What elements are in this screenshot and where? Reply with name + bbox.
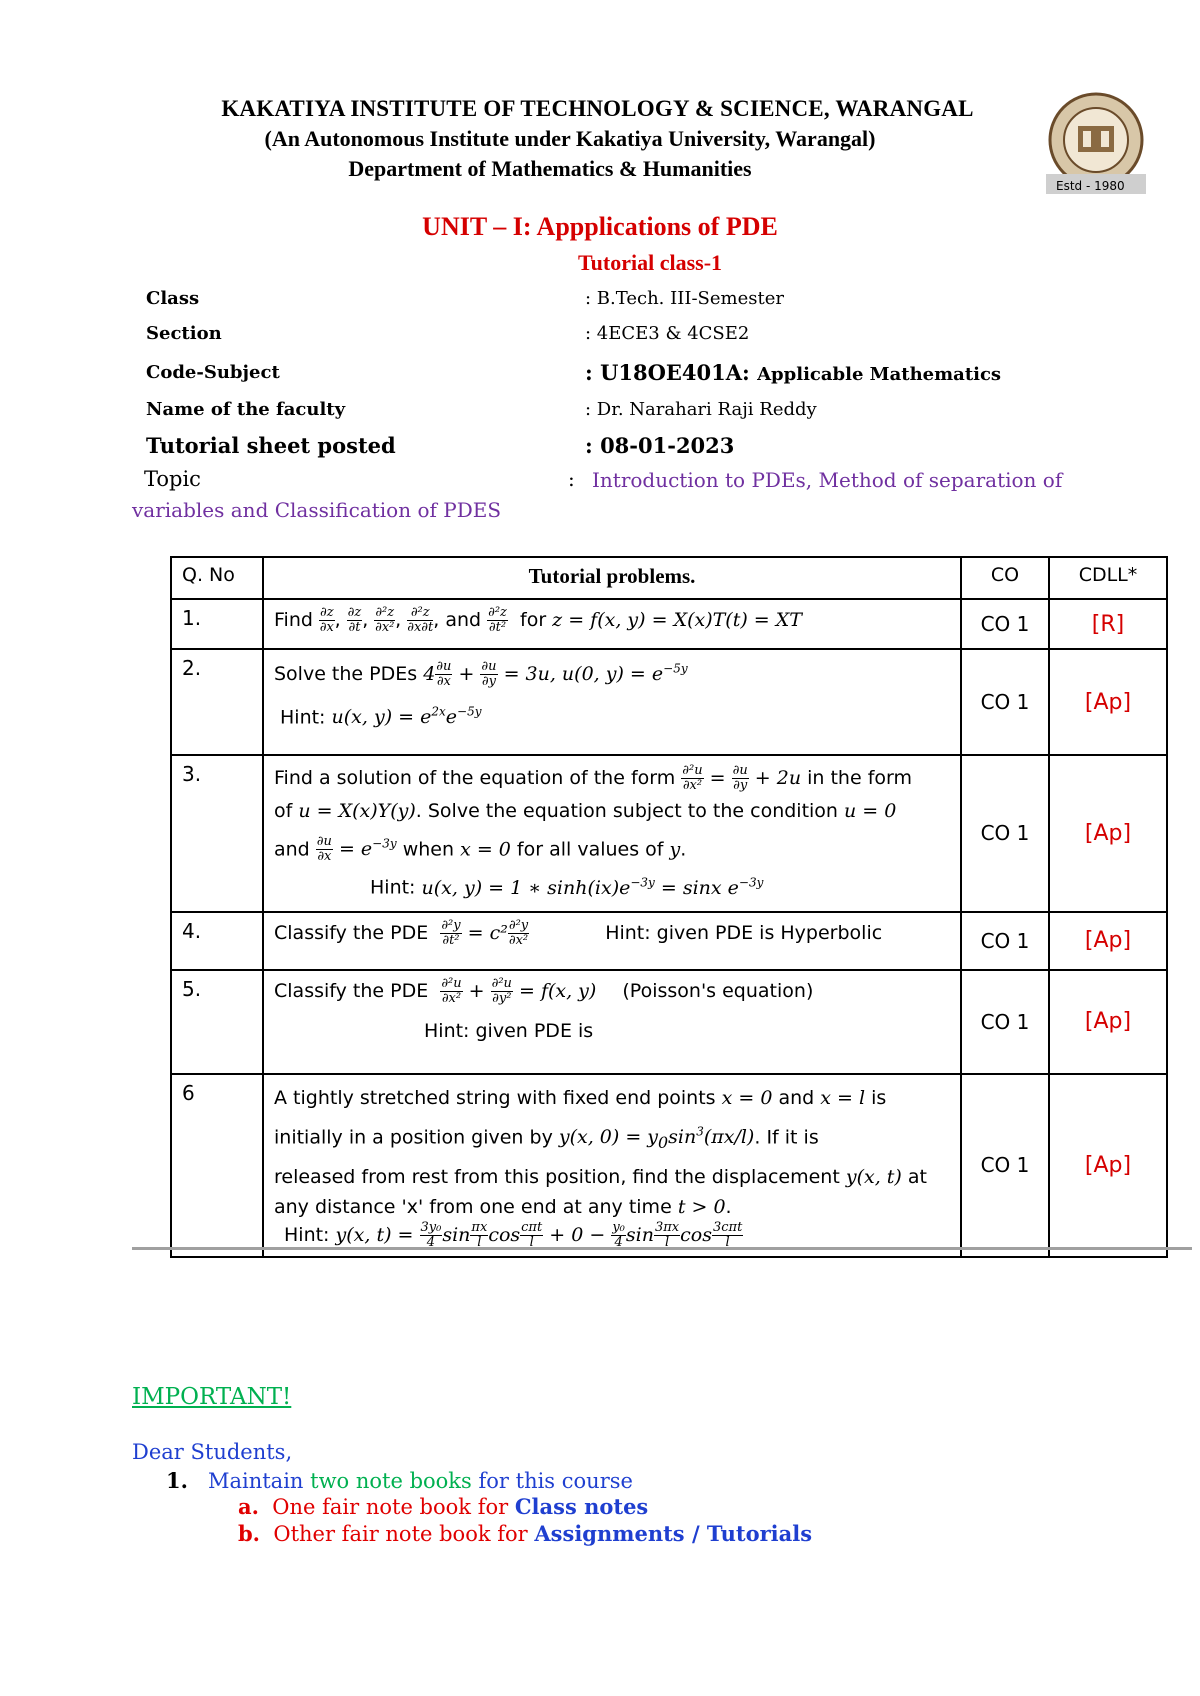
row-co: CO 1	[961, 599, 1049, 649]
important-heading: IMPORTANT!	[132, 1384, 292, 1410]
section-value: : 4ECE3 & 4CSE2	[585, 323, 750, 344]
row-qno: 1.	[171, 599, 263, 649]
table-row	[171, 649, 1167, 755]
class-value: : B.Tech. III-Semester	[585, 288, 784, 309]
tutorial-problems-table	[170, 556, 1168, 1258]
row-co: CO 1	[961, 755, 1049, 912]
hint-text: Hint: given PDE is	[424, 1019, 594, 1042]
row-qno: 4.	[171, 912, 263, 970]
row-qno: 2.	[171, 649, 263, 755]
row-qno: 6	[171, 1074, 263, 1257]
problem-text: Classify the PDE	[274, 979, 429, 1002]
department-name: Department of Mathematics & Humanities	[348, 156, 752, 181]
note-item-1	[166, 1468, 633, 1493]
class-label: Class	[146, 288, 200, 309]
problem-text: Classify the PDE	[274, 921, 429, 944]
code-label: Code-Subject	[146, 362, 280, 383]
problem-text: for all values of	[516, 838, 664, 861]
table-row	[171, 1074, 1167, 1257]
note-letter: b.	[238, 1521, 260, 1546]
problem-text: released from rest from this position, find the displacement	[274, 1165, 840, 1188]
header-cdll: CDLL*	[1049, 557, 1167, 599]
row-problem: Classify the PDE $\frac{\text{∂²y}}{\text{∂t²}}$ = c² $\frac{\text{∂²y}}{\text{∂x²}}$ Hint: given PDE is Hyperbolic	[263, 912, 961, 970]
problem-text: Solve the PDEs	[274, 663, 418, 685]
table-row	[171, 755, 1167, 912]
note-text: Maintain	[207, 1469, 304, 1493]
code-value	[585, 360, 1001, 385]
section-label: Section	[146, 323, 222, 344]
row-co: CO 1	[961, 1074, 1049, 1257]
hint-text: Hint:	[284, 1223, 330, 1246]
note-item-a	[238, 1494, 648, 1519]
note-item-b	[238, 1521, 812, 1546]
row-qno: 3.	[171, 755, 263, 912]
hint-text: Hint: given PDE is Hyperbolic	[605, 921, 883, 944]
posted-value: : 08-01-2023	[585, 433, 735, 458]
note-text: Other fair note book for	[273, 1522, 528, 1546]
problem-text: Find	[274, 609, 313, 631]
table-row	[171, 970, 1167, 1074]
problem-text: of	[274, 800, 293, 822]
row-co: CO 1	[961, 649, 1049, 755]
note-text: for this course	[478, 1469, 633, 1493]
row-cdll: [R]	[1049, 599, 1167, 649]
header-co: CO	[961, 557, 1049, 599]
note-number: 1.	[166, 1468, 188, 1493]
header-qno: Q. No	[171, 557, 263, 599]
note-bold-text: Class notes	[514, 1494, 649, 1519]
problem-text: Find a solution of the equation of the form	[274, 767, 676, 789]
problem-text: when	[402, 838, 455, 861]
code-prefix: : U18OE401A:	[585, 360, 758, 385]
row-co: CO 1	[961, 970, 1049, 1074]
row-qno: 5.	[171, 970, 263, 1074]
tutorial-title: Tutorial class-1	[577, 250, 723, 275]
problem-text: (Poisson's equation)	[622, 979, 814, 1002]
note-text: two note books	[310, 1469, 472, 1493]
problem-text: and	[778, 1086, 815, 1109]
row-cdll: [Ap]	[1049, 755, 1167, 912]
faculty-label: Name of the faculty	[146, 399, 346, 420]
problem-text: A tightly stretched string with fixed end points	[274, 1086, 716, 1109]
row-cdll: [Ap]	[1049, 970, 1167, 1074]
dear-students: Dear Students,	[132, 1440, 293, 1464]
posted-label: Tutorial sheet posted	[146, 433, 396, 458]
code-subject: Applicable Mathematics	[757, 364, 1002, 385]
problem-text: and	[274, 838, 310, 861]
problem-text: in the form	[807, 767, 912, 789]
problem-text: and	[445, 609, 482, 631]
row-cdll: [Ap]	[1049, 1074, 1167, 1257]
note-text: One fair note book for	[272, 1495, 509, 1519]
problem-text: . Solve the equation subject to the condition	[415, 800, 838, 822]
problem-text: any distance 'x' from one end at any time	[274, 1195, 672, 1218]
row-problem: Solve the PDEs 4 $\frac{\partial u}{\partial x}$ + $\frac{\partial u}{\partial y}$ = 3u, u(0, $y) = e^{-5y}$ Hint: u(x, $y) = e^{2x}e^{-5y}$	[263, 649, 961, 755]
hint-text: Hint:	[370, 876, 416, 899]
unit-title: UNIT – I: Appplications of PDE	[422, 212, 778, 241]
row-cdll: [Ap]	[1049, 649, 1167, 755]
problem-text: for	[520, 609, 547, 631]
row-problem: A tightly stretched string with fixed end points x = 0 and x = l is initially in a position given by y(x, $0) = y_0\sin^3(\pi x/l)$. If it is released from rest from this position, find the displacement y(x, t) at any distance 'x' from one end at any time t > 0. Hint: y(x, t) = $\frac{\text{3y₀}}{4}$ sin $\frac{\pi x}{l}$ cos $\frac{\text{cπt}}{l}$ + 0 − $\frac{\text{y₀}}{4}$ sin $\frac{3\pi x}{l}$ cos $\frac{\text{3cπt}}{l}$	[263, 1074, 961, 1257]
problem-text: at	[907, 1165, 927, 1188]
institute-subtitle: (An Autonomous Institute under Kakatiya University, Warangal)	[264, 126, 876, 151]
institute-name: KAKATIYA INSTITUTE OF TECHNOLOGY & SCIENCE, WARANGAL	[221, 96, 974, 121]
topic-value-line2: variables and Classification of PDES	[132, 498, 502, 522]
table-row	[171, 912, 1167, 970]
table-header-row	[171, 557, 1167, 599]
topic-label: Topic	[144, 467, 201, 491]
faculty-value: : Dr. Narahari Raji Reddy	[585, 399, 817, 420]
row-cdll: [Ap]	[1049, 912, 1167, 970]
note-bold-text: Assignments / Tutorials	[534, 1521, 813, 1546]
topic-colon: :	[568, 467, 575, 491]
table-row	[171, 599, 1167, 649]
hint-text: Hint:	[280, 706, 326, 729]
header-problems: Tutorial problems.	[263, 557, 961, 599]
topic-value-line1: Introduction to PDEs, Method of separation of	[592, 468, 1063, 492]
problem-text: . If it is	[754, 1125, 819, 1148]
problem-text: initially in a position given by	[274, 1125, 553, 1148]
horizontal-divider	[132, 1247, 1192, 1250]
row-problem: Find a solution of the equation of the form $\frac{\text{∂²u}}{\text{∂x²}}$ = $\frac{\partial u}{\partial y}$ + 2u in the form of u = X(x)Y(y). Solve the equation subject to the condition u = 0 and $\frac{\partial u}{\partial x}$ = $e^{-3y}$ when x = 0 for all values of y. Hint: u(x, y) = 1 ∗ $\sinh(ix)e^{-3y} = \sin x$ $e^{-3y}$	[263, 755, 961, 912]
row-problem: Classify the PDE $\frac{\text{∂²u}}{\text{∂x²}}$ + $\frac{\text{∂²u}}{\text{∂y²}}$ = f(x, y) (Poisson's equation) Hint: given PDE is	[263, 970, 961, 1074]
row-problem: Find $\frac{\partial z}{\partial x}$ , $\frac{\partial z}{\partial t}$ , $\frac{\text{∂²z}}{\text{∂x²}}$ , $\frac{\text{∂²z}}{\partial x\partial t}$ , and $\frac{\text{∂²z}}{\text{∂t²}}$ for z = f(x, y) = X(x)T(t) = XT	[263, 599, 961, 649]
problem-text: is	[871, 1086, 887, 1109]
logo-estd-text: Estd - 1980	[1056, 179, 1125, 193]
note-letter: a.	[238, 1494, 259, 1519]
row-co: CO 1	[961, 912, 1049, 970]
